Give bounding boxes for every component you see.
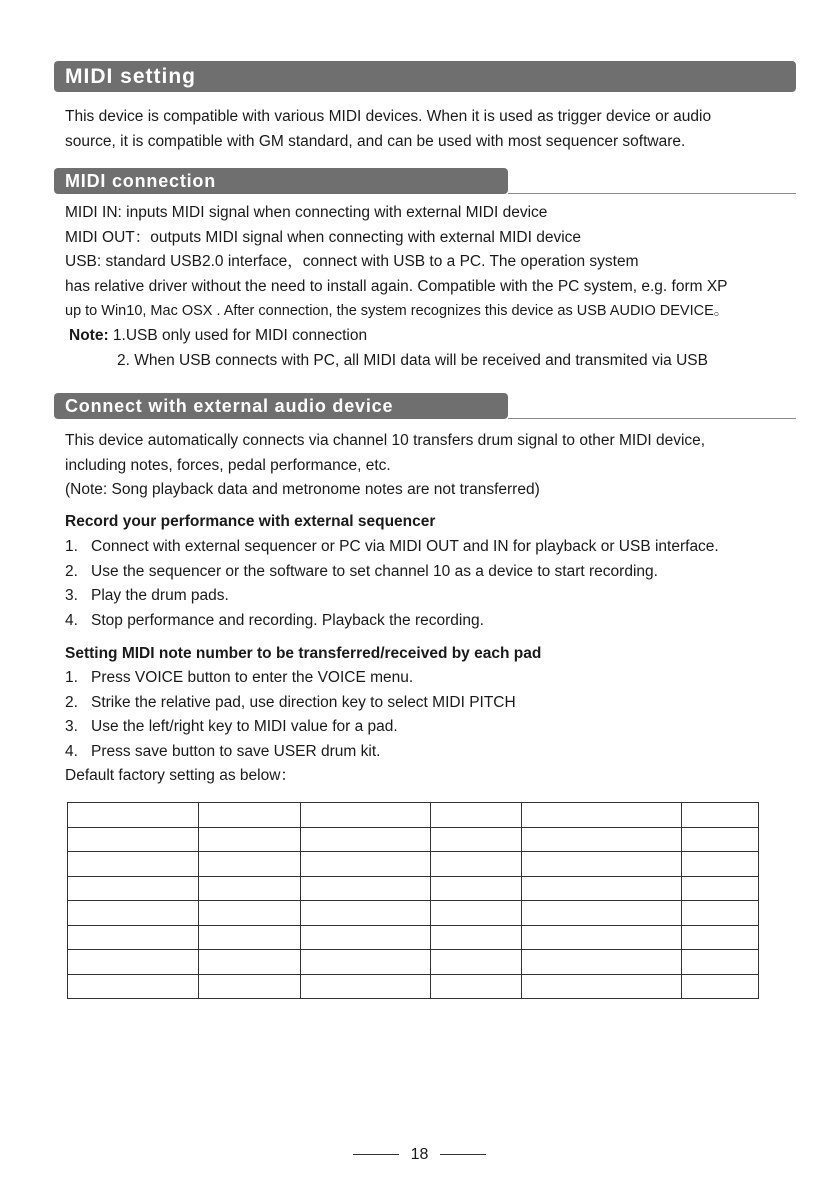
- table-cell: [68, 827, 199, 852]
- default-setting-label: Default factory setting as below：: [65, 767, 296, 784]
- table-cell: [431, 876, 522, 901]
- table-cell: [522, 925, 682, 950]
- audio-line: This device automatically connects via channel 10 transfers drum signal to other MIDI device,: [65, 432, 706, 449]
- table-cell: [68, 852, 199, 877]
- step-number: 3.: [65, 587, 78, 604]
- connection-line: up to Win10, Mac OSX . After connection, the system recognizes this device as USB AUDIO DEVICE。: [65, 303, 729, 319]
- table-cell: [198, 876, 300, 901]
- table-cell: [198, 925, 300, 950]
- table-cell: [300, 925, 431, 950]
- table-cell: [682, 876, 759, 901]
- audio-line: (Note: Song playback data and metronome notes are not transferred): [65, 481, 540, 498]
- midi-setting-header: MIDI setting: [54, 61, 796, 92]
- step-number: 4.: [65, 611, 78, 629]
- step-number: 2.: [65, 693, 78, 711]
- table-cell: [68, 901, 199, 926]
- table-cell: [431, 803, 522, 828]
- record-steps: [65, 535, 719, 633]
- table-cell: [682, 827, 759, 852]
- table-cell: [522, 852, 682, 877]
- step-text: Use the sequencer or the software to set channel 10 as a device to start recording.: [91, 562, 658, 580]
- step-text: Play the drum pads.: [91, 587, 229, 604]
- intro-line: source, it is compatible with GM standard, and can be used with most sequencer software.: [65, 132, 686, 150]
- step-number: 2.: [65, 562, 78, 580]
- connection-line: MIDI IN: inputs MIDI signal when connecting with external MIDI device: [65, 204, 548, 221]
- divider: [508, 193, 796, 194]
- midi-connection-body: [65, 201, 728, 324]
- midi-setting-intro: [65, 105, 711, 154]
- table-cell: [682, 901, 759, 926]
- list-item: [65, 691, 516, 716]
- midi-connection-header: MIDI connection: [54, 168, 508, 194]
- intro-line: This device is compatible with various MIDI devices. When it is used as trigger device or audio: [65, 108, 712, 125]
- connection-line: has relative driver without the need to install again. Compatible with the PC system, e.g. form XP: [65, 277, 728, 295]
- table-cell: [68, 950, 199, 975]
- table-cell: [198, 803, 300, 828]
- list-item: [65, 666, 516, 691]
- list-item: [65, 715, 516, 740]
- table-row: [68, 974, 759, 999]
- step-text: Use the left/right key to MIDI value for a pad.: [91, 718, 398, 735]
- table-cell: [431, 852, 522, 877]
- step-number: 1.: [65, 669, 78, 686]
- external-audio-section: [54, 393, 796, 419]
- table-cell: [68, 925, 199, 950]
- table-cell: [682, 852, 759, 877]
- table-cell: [198, 852, 300, 877]
- table-row: [68, 925, 759, 950]
- table-row: [68, 901, 759, 926]
- table-cell: [431, 901, 522, 926]
- note-setting-title: Setting MIDI note number to be transferred/received by each pad: [65, 645, 542, 662]
- note-item: 1.USB only used for MIDI connection: [112, 327, 368, 344]
- divider: [440, 1154, 486, 1155]
- table-cell: [198, 974, 300, 999]
- page-number: 18: [410, 1146, 429, 1163]
- table-cell: [300, 876, 431, 901]
- step-number: 4.: [65, 742, 78, 760]
- table-row: [68, 950, 759, 975]
- table-cell: [522, 827, 682, 852]
- table-cell: [198, 950, 300, 975]
- table-cell: [682, 950, 759, 975]
- table-cell: [300, 901, 431, 926]
- connection-line: MIDI OUT：outputs MIDI signal when connecting with external MIDI device: [65, 228, 582, 246]
- table-cell: [522, 974, 682, 999]
- note-label: Note:: [69, 327, 109, 344]
- table-cell: [431, 974, 522, 999]
- connection-line: USB: standard USB2.0 interface，connect with USB to a PC. The operation system: [65, 253, 639, 270]
- note-item: 2. When USB connects with PC, all MIDI data will be received and transmited via USB: [117, 351, 708, 369]
- table-cell: [522, 950, 682, 975]
- table-cell: [300, 852, 431, 877]
- table-cell: [682, 803, 759, 828]
- table-cell: [198, 901, 300, 926]
- table-cell: [300, 827, 431, 852]
- table-cell: [522, 803, 682, 828]
- table-cell: [300, 803, 431, 828]
- table-row: [68, 876, 759, 901]
- list-item: [65, 609, 719, 634]
- external-audio-header: Connect with external audio device: [54, 393, 508, 419]
- table-cell: [300, 950, 431, 975]
- page-number-footer: [0, 1146, 839, 1164]
- step-text: Strike the relative pad, use direction key to select MIDI PITCH: [91, 693, 516, 711]
- table-cell: [198, 827, 300, 852]
- table-cell: [300, 974, 431, 999]
- step-text: Connect with external sequencer or PC via MIDI OUT and IN for playback or USB interface.: [91, 538, 719, 555]
- table-row: [68, 852, 759, 877]
- default-settings-table: [67, 802, 759, 999]
- list-item: [65, 560, 719, 585]
- divider: [508, 418, 796, 419]
- table-cell: [68, 803, 199, 828]
- table-cell: [522, 876, 682, 901]
- table-row: [68, 803, 759, 828]
- audio-line: including notes, forces, pedal performance, etc.: [65, 456, 391, 474]
- external-audio-body: [65, 429, 705, 503]
- midi-connection-section: [54, 168, 796, 194]
- record-title: Record your performance with external sequencer: [65, 513, 436, 530]
- table-cell: [522, 901, 682, 926]
- usb-note: [69, 324, 708, 373]
- note-steps: [65, 666, 516, 764]
- table-cell: [431, 827, 522, 852]
- divider: [353, 1154, 399, 1155]
- step-text: Press VOICE button to enter the VOICE menu.: [91, 669, 414, 686]
- step-text: Stop performance and recording. Playback the recording.: [91, 611, 484, 629]
- list-item: [65, 584, 719, 609]
- table-cell: [68, 974, 199, 999]
- table-cell: [68, 876, 199, 901]
- step-number: 1.: [65, 538, 78, 555]
- step-number: 3.: [65, 718, 78, 735]
- table-cell: [431, 950, 522, 975]
- table-cell: [431, 925, 522, 950]
- table-cell: [682, 974, 759, 999]
- step-text: Press save button to save USER drum kit.: [91, 742, 381, 760]
- list-item: [65, 740, 516, 765]
- table-cell: [682, 925, 759, 950]
- table-row: [68, 827, 759, 852]
- list-item: [65, 535, 719, 560]
